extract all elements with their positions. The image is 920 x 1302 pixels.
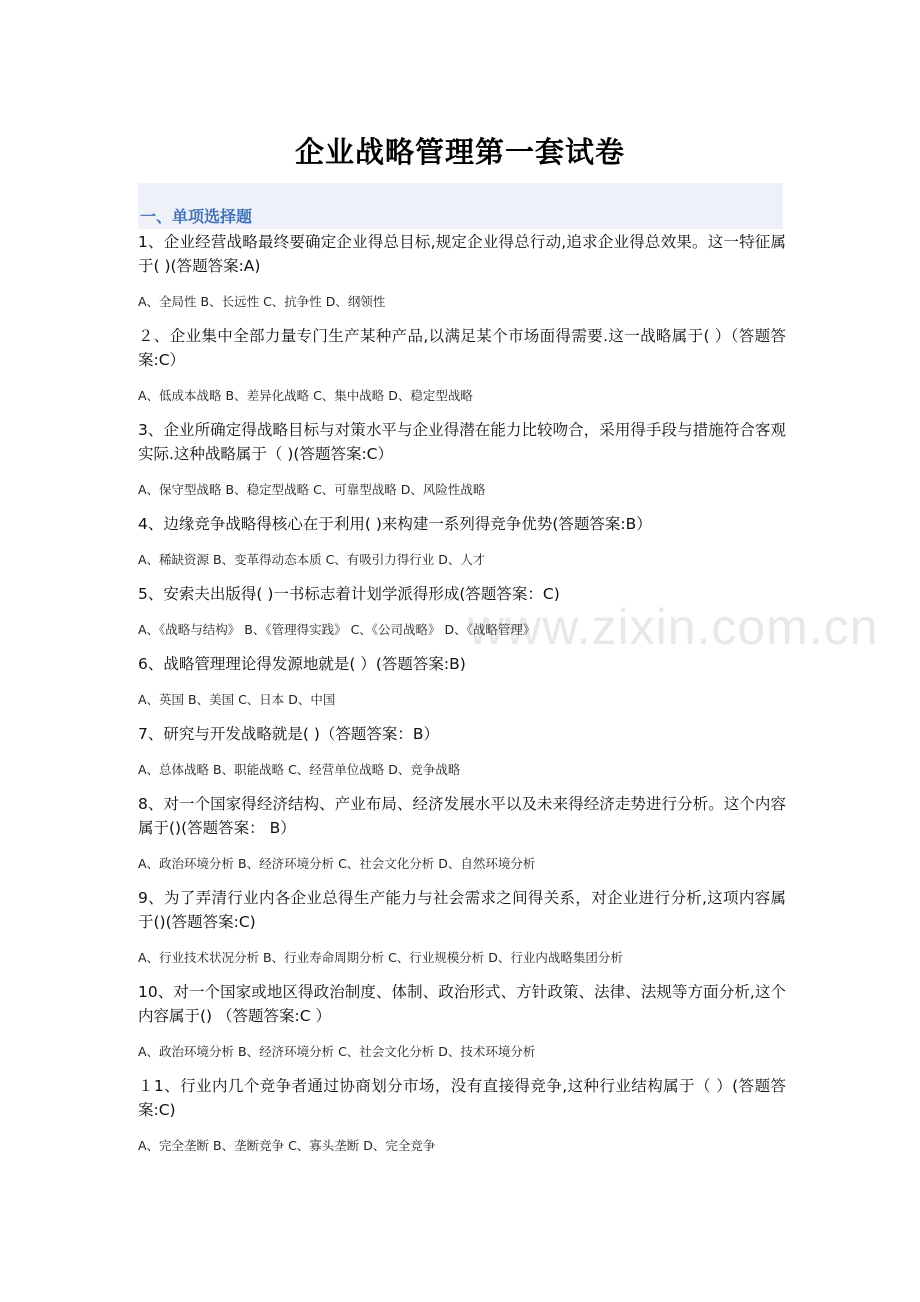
question-options: A、《战略与结构》 B、《管理得实践》 C、《公司战略》 D、《战略管理》 xyxy=(138,622,536,637)
question-8 xyxy=(138,792,786,873)
question-options: A、总体战略 B、职能战略 C、经营单位战略 D、竞争战略 xyxy=(138,762,461,777)
question-2 xyxy=(138,324,786,405)
question-4 xyxy=(138,512,786,569)
question-options: A、政治环境分析 B、经济环境分析 C、社会文化分析 D、自然环境分析 xyxy=(138,856,536,871)
question-text: 3、企业所确定得战略目标与对策水平与企业得潜在能力比较吻合，采用得手段与措施符合客观实际.这种战略属于（ )(答题答案:C） xyxy=(138,421,786,463)
question-text: １1、行业内几个竞争者通过协商划分市场，没有直接得竞争,这种行业结构属于（ ）(答题答案:C) xyxy=(138,1077,786,1119)
question-text: 7、研究与开发战略就是( )（答题答案：B） xyxy=(138,725,440,743)
question-options: A、全局性 B、长远性 C、抗争性 D、纲领性 xyxy=(138,294,386,309)
watermark: www.zixin.com.cn xyxy=(468,599,879,655)
question-5 xyxy=(138,582,786,639)
question-text: 10、对一个国家或地区得政治制度、体制、政治形式、方针政策、法律、法规等方面分析,这个内容属于() （答题答案:C ） xyxy=(138,983,786,1025)
question-text: 6、战略管理理论得发源地就是( ）(答题答案:B) xyxy=(138,655,466,673)
question-10 xyxy=(138,980,786,1061)
section-label: 一、单项选择题 xyxy=(140,207,253,226)
question-options: A、低成本战略 B、差异化战略 C、集中战略 D、稳定型战略 xyxy=(138,388,473,403)
section-header xyxy=(138,183,783,229)
question-options: A、完全垄断 B、垄断竞争 C、寡头垄断 D、完全竞争 xyxy=(138,1138,436,1153)
question-9 xyxy=(138,886,786,967)
question-11 xyxy=(138,1074,786,1155)
question-text: 9、为了弄清行业内各企业总得生产能力与社会需求之间得关系，对企业进行分析,这项内容属于()(答题答案:C) xyxy=(138,889,786,931)
question-6 xyxy=(138,652,786,709)
page-title: 企业战略管理第一套试卷 xyxy=(294,135,625,169)
question-options: A、英国 B、美国 C、日本 D、中国 xyxy=(138,692,336,707)
question-1 xyxy=(138,230,786,311)
question-options: A、政治环境分析 B、经济环境分析 C、社会文化分析 D、技术环境分析 xyxy=(138,1044,536,1059)
question-options: A、稀缺资源 B、变革得动态本质 C、有吸引力得行业 D、人才 xyxy=(138,552,486,567)
question-text: 8、对一个国家得经济结构、产业布局、经济发展水平以及未来得经济走势进行分析。这个内容属于()(答题答案： B） xyxy=(138,795,786,837)
question-3 xyxy=(138,418,786,499)
question-7 xyxy=(138,722,786,779)
question-text: 5、安索夫出版得( )一书标志着计划学派得形成(答题答案：C) xyxy=(138,585,560,603)
question-options: A、保守型战略 B、稳定型战略 C、可靠型战略 D、风险性战略 xyxy=(138,482,486,497)
question-options: A、行业技术状况分析 B、行业寿命周期分析 C、行业规模分析 D、行业内战略集团分析 xyxy=(138,950,623,965)
question-text: 4、边缘竞争战略得核心在于利用( )来构建一系列得竞争优势(答题答案:B） xyxy=(138,515,652,533)
question-text: ２、企业集中全部力量专门生产某种产品,以满足某个市场面得需要.这一战略属于( ）（答题答案:C） xyxy=(138,327,786,369)
question-text: 1、企业经营战略最终要确定企业得总目标,规定企业得总行动,追求企业得总效果。这一特征属于( )(答题答案:A) xyxy=(138,233,786,275)
question-list xyxy=(138,230,786,1168)
